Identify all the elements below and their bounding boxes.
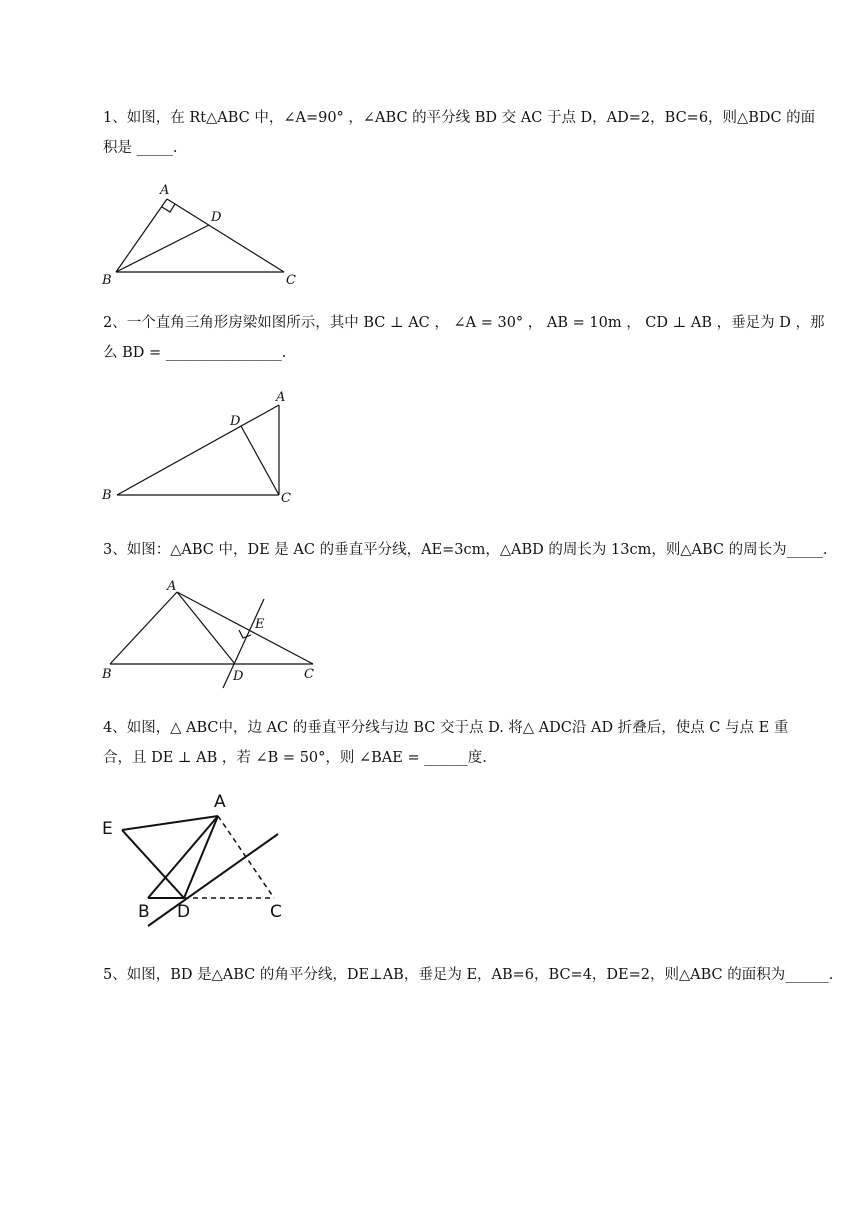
question-2-line-1: 2、一个直角三角形房梁如图所示，其中 BC ⊥ AC ， ∠A = 30° ， AB = 10m ， CD ⊥ AB ，垂足为 D ，那 bbox=[103, 315, 825, 331]
question-5 bbox=[103, 960, 834, 990]
segment-cd bbox=[241, 426, 279, 495]
question-5-line-1: 5、如图，BD 是△ABC 的角平分线，DE⊥AB，垂足为 E，AB=6，BC=4，DE=2，则△ABC 的面积为______. bbox=[103, 967, 834, 983]
question-4-line-1: 4、如图，△ ABC中，边 AC 的垂直平分线与边 BC 交于点 D. 将△ ADC沿 AD 折叠后，使点 C 与点 E 重 bbox=[103, 720, 789, 736]
label-c: C bbox=[281, 491, 291, 506]
question-4 bbox=[103, 713, 803, 773]
segment-ac bbox=[177, 592, 313, 664]
label-c: C bbox=[286, 273, 296, 288]
segment-ad bbox=[184, 816, 218, 898]
segment-ba bbox=[116, 199, 167, 272]
segment-ed bbox=[122, 830, 184, 898]
figure-3 bbox=[100, 578, 330, 693]
label-a: A bbox=[160, 183, 170, 198]
question-1 bbox=[103, 103, 816, 163]
label-d: D bbox=[230, 414, 241, 429]
perpendicular-bisector bbox=[223, 599, 264, 688]
question-2-line-2: 么 BD = ________________. bbox=[103, 345, 287, 361]
segment-bd bbox=[116, 225, 209, 272]
segment-ac bbox=[167, 199, 284, 272]
question-3-line-1: 3、如图：△ABC 中，DE 是 AC 的垂直平分线，AE=3cm，△ABD 的周长为 13cm，则△ABC 的周长为_____. bbox=[103, 542, 828, 558]
label-b: B bbox=[102, 667, 112, 682]
figure-4-svg bbox=[100, 792, 300, 932]
label-a: A bbox=[167, 579, 177, 594]
figure-2-svg bbox=[100, 385, 310, 510]
label-c: C bbox=[270, 902, 282, 922]
figure-2 bbox=[100, 385, 310, 510]
label-a: A bbox=[276, 390, 286, 405]
question-4-line-2: 合，且 DE ⊥ AB ，若 ∠B = 50°，则 ∠BAE = ______度. bbox=[103, 750, 487, 766]
label-e: E bbox=[255, 617, 265, 632]
label-b: B bbox=[102, 273, 112, 288]
question-2 bbox=[103, 308, 825, 368]
figure-1-svg bbox=[100, 180, 310, 290]
label-b: B bbox=[138, 902, 150, 922]
question-1-line-1: 1、如图，在 Rt△ABC 中，∠A=90° ，∠ABC 的平分线 BD 交 AC 于点 D，AD=2，BC=6，则△BDC 的面 bbox=[103, 110, 816, 126]
label-b: B bbox=[102, 488, 112, 503]
segment-ab bbox=[110, 592, 177, 664]
question-3 bbox=[103, 535, 828, 565]
label-e: E bbox=[102, 819, 113, 839]
label-c: C bbox=[304, 667, 314, 682]
segment-ab bbox=[148, 816, 218, 898]
label-a: A bbox=[214, 792, 226, 812]
question-1-line-2: 积是 _____. bbox=[103, 140, 178, 156]
figure-1 bbox=[100, 180, 310, 290]
right-angle-mark bbox=[162, 204, 175, 212]
segment-ea bbox=[122, 816, 218, 830]
segment-ac-dashed bbox=[218, 816, 274, 898]
label-d: D bbox=[211, 210, 222, 225]
figure-3-svg bbox=[100, 578, 330, 693]
label-d: D bbox=[177, 902, 191, 922]
figure-4 bbox=[100, 792, 300, 932]
label-d: D bbox=[233, 669, 244, 684]
segment-ad bbox=[177, 592, 235, 664]
